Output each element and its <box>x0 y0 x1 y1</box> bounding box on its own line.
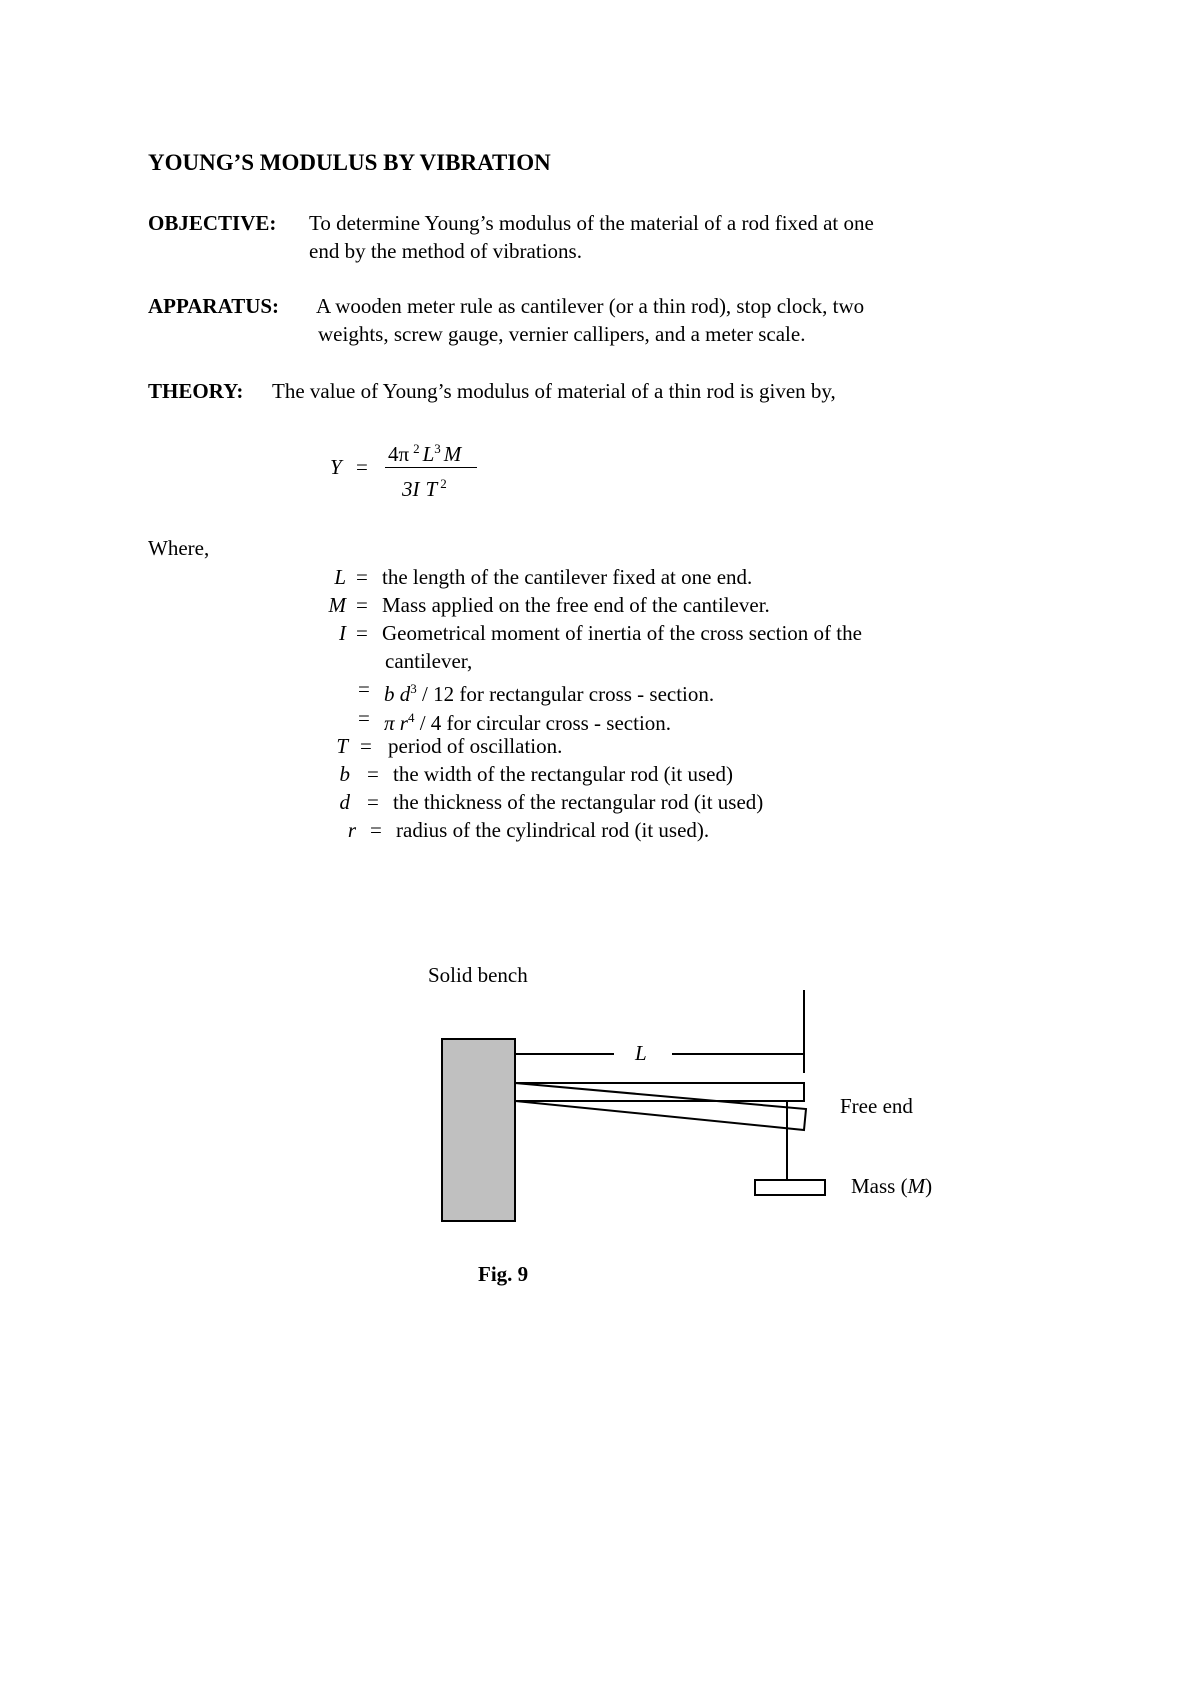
objective-label: OBJECTIVE: <box>148 211 277 235</box>
denominator-T-exp: 2 <box>440 476 447 491</box>
apparatus-label: APPARATUS: <box>148 294 280 318</box>
theory-text: The value of Young’s modulus of material of a thin rod is given by, <box>272 379 836 403</box>
def-equals-circ: = <box>358 706 370 730</box>
def-symbol-M: M <box>328 593 346 617</box>
def-equals-rect: = <box>358 677 370 701</box>
denominator-T: T <box>425 477 438 501</box>
apparatus-line-1: A wooden meter rule as cantilever (or a thin rod), stop clock, two <box>316 294 865 318</box>
def-equals-L: = <box>356 565 368 589</box>
mass-label-text: Mass ( <box>851 1174 908 1198</box>
circ-exp: 4 <box>407 710 415 725</box>
rect-rest: / 12 for rectangular cross - section. <box>416 682 715 706</box>
formula-equals: = <box>356 455 368 479</box>
def-symbol-d: d <box>339 790 350 814</box>
mass-label-symbol: M <box>907 1174 926 1198</box>
def-symbol-b: b <box>339 762 350 786</box>
theory-label: THEORY: <box>148 379 244 403</box>
rect-bd: b d <box>384 682 411 706</box>
page-title: YOUNG’S MODULUS BY VIBRATION <box>148 150 551 175</box>
mass-label-close: ) <box>925 1174 933 1198</box>
numerator-coef: 4π <box>388 442 410 466</box>
figure-length-label: L <box>635 1041 647 1065</box>
def-text-b: the width of the rectangular rod (it used) <box>393 762 733 786</box>
numerator-pi-exp: 2 <box>413 441 420 456</box>
numerator-L-exp: 3 <box>434 441 441 456</box>
def-equals-b: = <box>367 762 379 786</box>
solid-bench <box>442 1039 515 1221</box>
denominator-coef: 3I <box>402 477 420 501</box>
def-equals-d: = <box>367 790 379 814</box>
def-symbol-r: r <box>347 818 356 842</box>
circ-rest: / 4 for circular cross - section. <box>414 711 672 735</box>
def-equals-M: = <box>356 593 368 617</box>
def-text-I-2: cantilever, <box>385 649 473 673</box>
def-symbol-T: T <box>336 734 348 758</box>
def-text-d: the thickness of the rectangular rod (it used) <box>393 790 764 814</box>
figure-caption: Fig. 9 <box>478 1262 529 1286</box>
apparatus-line-2: weights, screw gauge, vernier callipers, and a meter scale. <box>318 322 806 346</box>
def-equals-T: = <box>360 734 372 758</box>
def-symbol-L: L <box>334 565 346 589</box>
def-text-r: radius of the cylindrical rod (it used). <box>396 818 710 842</box>
def-text-M: Mass applied on the free end of the cantilever. <box>382 593 770 617</box>
objective-line-2: end by the method of vibrations. <box>309 239 582 263</box>
numerator-M: M <box>443 442 462 466</box>
def-text-L: the length of the cantilever fixed at one end. <box>382 565 753 589</box>
mass-block <box>755 1180 825 1195</box>
def-text-T: period of oscillation. <box>388 734 563 758</box>
formula-lhs: Y <box>330 455 342 479</box>
figure-bench-label: Solid bench <box>428 963 528 987</box>
where-label: Where, <box>148 536 210 560</box>
def-equals-r: = <box>370 818 382 842</box>
numerator-L: L <box>422 442 435 466</box>
figure-mass-label <box>851 1173 932 1199</box>
def-text-I: Geometrical moment of inertia of the cross section of the <box>382 621 862 645</box>
circ-pr: π r <box>384 711 408 735</box>
def-symbol-I: I <box>339 621 346 645</box>
objective-line-1: To determine Young’s modulus of the material of a rod fixed at one <box>309 211 874 235</box>
figure-free-end-label: Free end <box>840 1094 913 1118</box>
rect-exp: 3 <box>410 681 417 696</box>
cantilever-rod <box>515 1083 804 1101</box>
def-equals-I: = <box>356 621 368 645</box>
